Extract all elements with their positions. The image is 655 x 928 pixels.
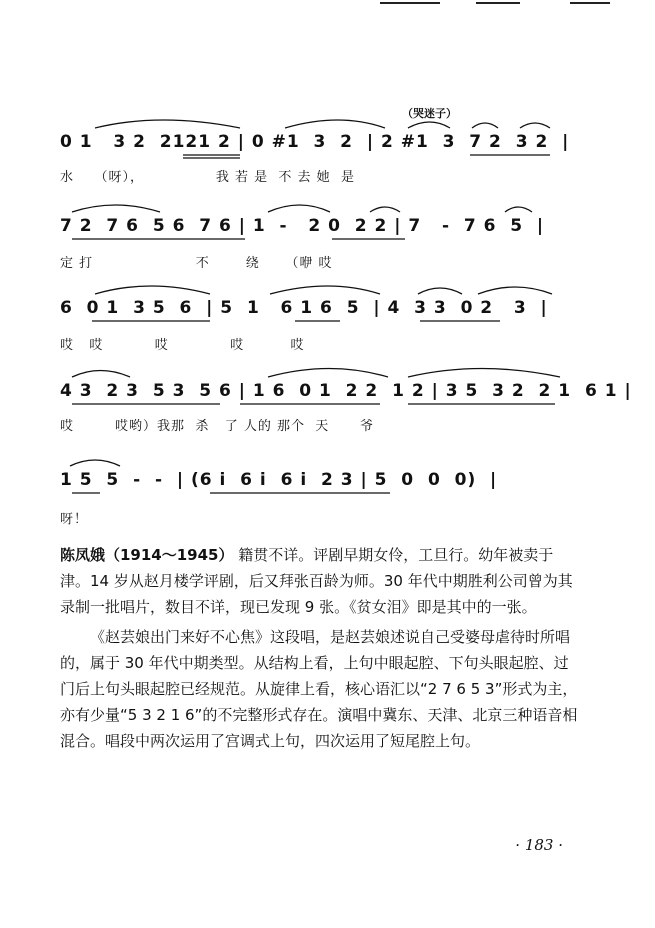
slur: [95, 120, 240, 128]
bio-name: 陈凤娥（1914～1945）: [60, 546, 234, 564]
bio-text: 籍贯不详。评剧早期女伶，工旦行。幼年被卖于津。14 岁从赵月楼学评剧，后又拜张百龄为师。30 年代中期胜利公司曾为其录制一批唱片，数目不详，现已发现 9 张。《贫女泪》即是其中的一张。: [60, 546, 573, 616]
slur: [268, 205, 330, 212]
lyrics-line: 水 （呀）， 我 若 是 不 去 她 是: [60, 170, 355, 185]
lyrics-line: 哎 哎 哎 哎 哎: [60, 338, 305, 353]
slur: [72, 371, 130, 378]
bio-paragraph: [60, 542, 580, 620]
slur: [478, 287, 552, 294]
lyrics-line: 哎 哎哟）我那 杀 了 人的 那个 天 爷: [60, 419, 375, 434]
notes-line: 0 1 3 2 2121 2 | 0 #1 3 2 | 2 #1 3 7 2 3 2 |: [60, 132, 570, 152]
slur: [520, 123, 550, 128]
slur: [70, 460, 120, 466]
slur: [408, 369, 560, 378]
score-tag: （哭迷子）: [402, 107, 457, 120]
slur: [505, 207, 532, 212]
slur: [472, 123, 498, 128]
slur: [408, 122, 450, 128]
slur: [285, 120, 385, 128]
lyrics-line: 定 打 不 绕 （咿 哎: [60, 256, 333, 271]
slur: [95, 286, 210, 294]
commentary: [60, 542, 580, 754]
notes-line: 4 3 2 3 5 3 5 6 | 1 6 0 1 2 2 1 2 | 3 5 3 2 2 1 6 1 |: [60, 381, 632, 401]
slur: [418, 288, 462, 294]
slur: [72, 205, 160, 212]
slur: [370, 207, 400, 212]
analysis-paragraph: 《赵芸娘出门来好不心焦》这段唱，是赵芸娘述说自己受婆母虐待时所唱的，属于 30 年代中期类型。从结构上看，上句中眼起腔、下句头眼起腔、过门后上句头眼起腔已经规范。从旋律上看，核心语汇以“2 7 6 5 3”形式为主，亦有少量“5 3 2 1 6”的不完整形式存在。演唱中冀东、天津、北京三种语音相混合。唱段中两次运用了宫调式上句，四次运用了短尾腔上句。: [60, 628, 578, 750]
notes-line: 1 5 5 - - | (6 i 6 i 6 i 2 3 | 5 0 0 0) |: [60, 470, 498, 490]
notes-line: 6 0 1 3 5 6 | 5 1 6 1 6 5 | 4 3 3 0 2 3 |: [60, 298, 548, 318]
page-number: · 183 ·: [515, 836, 563, 854]
lyrics-line: 呀！: [60, 512, 89, 527]
slur: [270, 286, 380, 294]
notes-line: 7 2 7 6 5 6 7 6 | 1 - 2 0 2 2 | 7 - 7 6 5 |: [60, 216, 545, 236]
slur: [268, 369, 388, 378]
